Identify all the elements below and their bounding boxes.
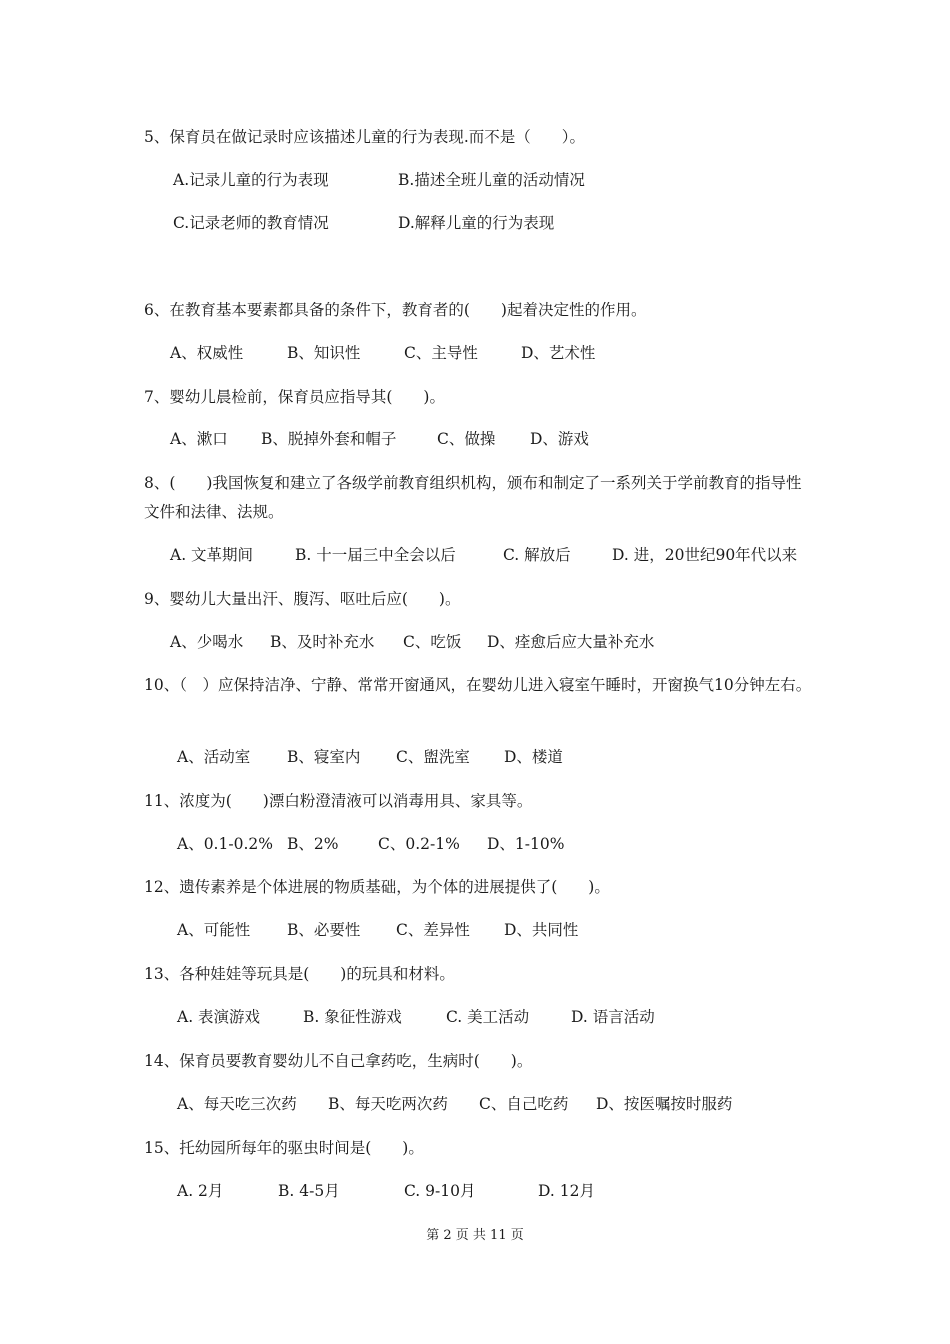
- question-12-option-b: B、必要性: [287, 921, 361, 939]
- question-13-option-b: B. 象征性游戏: [303, 1008, 402, 1026]
- page-number-footer: 第 2 页 共 11 页: [426, 1228, 524, 1243]
- question-9-option-d: D、痊愈后应大量补充水: [487, 633, 655, 651]
- question-12-option-a: A、可能性: [177, 921, 251, 939]
- question-7-option-c: C、做操: [437, 430, 496, 448]
- question-7-option-a: A、漱口: [170, 430, 228, 448]
- question-5-option-a: A.记录儿童的行为表现: [173, 171, 329, 189]
- question-8-stem: 8、( )我国恢复和建立了各级学前教育组织机构，颁布和制定了一系列关于学前教育的指导性文件和法律、法规。: [144, 474, 802, 521]
- question-11-option-d: D、1-10%: [487, 835, 565, 853]
- question-6-option-c: C、主导性: [404, 344, 478, 362]
- question-10-stem: 10、（ ）应保持洁净、宁静、常常开窗通风，在婴幼儿进入寝室午睡时，开窗换气10分钟左右。: [144, 676, 812, 694]
- question-13-option-c: C. 美工活动: [446, 1008, 530, 1026]
- question-5-option-d: D.解释儿童的行为表现: [398, 214, 555, 232]
- question-11-option-a: A、0.1-0.2%: [177, 835, 273, 853]
- question-15-option-a: A. 2月: [177, 1182, 224, 1200]
- question-6-option-b: B、知识性: [287, 344, 361, 362]
- question-12-stem: 12、遗传素养是个体进展的物质基础，为个体的进展提供了( )。: [144, 878, 610, 896]
- question-8-option-a: A. 文革期间: [170, 546, 254, 564]
- question-9-option-c: C、吃饭: [403, 633, 462, 651]
- question-8-option-b: B. 十一届三中全会以后: [295, 546, 456, 564]
- question-6-option-d: D、艺术性: [521, 344, 596, 362]
- question-14-option-a: A、每天吃三次药: [177, 1095, 297, 1113]
- question-12-option-d: D、共同性: [504, 921, 579, 939]
- question-14-option-c: C、自己吃药: [479, 1095, 569, 1113]
- question-9-option-a: A、少喝水: [170, 633, 244, 651]
- question-5-option-b: B.描述全班儿童的活动情况: [398, 171, 585, 189]
- question-12-option-c: C、差异性: [396, 921, 470, 939]
- question-7-option-b: B、脱掉外套和帽子: [261, 430, 397, 448]
- question-14-stem: 14、保育员要教育婴幼儿不自己拿药吃，生病时( )。: [144, 1052, 533, 1070]
- question-6-option-a: A、权威性: [170, 344, 244, 362]
- question-6-stem: 6、在教育基本要素都具备的条件下，教育者的( )起着决定性的作用。: [144, 301, 647, 319]
- question-10-option-a: A、活动室: [177, 748, 251, 766]
- question-8-option-c: C. 解放后: [503, 546, 571, 564]
- question-7-stem: 7、婴幼儿晨检前，保育员应指导其( )。: [144, 388, 445, 406]
- question-10-option-d: D、楼道: [504, 748, 563, 766]
- question-13-option-a: A. 表演游戏: [177, 1008, 261, 1026]
- question-11-option-c: C、0.2-1%: [378, 835, 460, 853]
- question-14-option-d: D、按医嘱按时服药: [596, 1095, 733, 1113]
- question-9-option-b: B、及时补充水: [270, 633, 375, 651]
- question-10-option-b: B、寝室内: [287, 748, 361, 766]
- question-9-stem: 9、婴幼儿大量出汗、腹泻、呕吐后应( )。: [144, 590, 461, 608]
- question-14-option-b: B、每天吃两次药: [328, 1095, 448, 1113]
- question-13-stem: 13、各种娃娃等玩具是( )的玩具和材料。: [144, 965, 455, 983]
- question-15-option-c: C. 9-10月: [404, 1182, 476, 1200]
- question-15-stem: 15、托幼园所每年的驱虫时间是( )。: [144, 1139, 424, 1157]
- question-13-option-d: D. 语言活动: [571, 1008, 655, 1026]
- question-11-option-b: B、2%: [287, 835, 339, 853]
- question-10-option-c: C、盥洗室: [396, 748, 470, 766]
- question-5-option-c: C.记录老师的教育情况: [173, 214, 329, 232]
- question-5-stem: 5、保育员在做记录时应该描述儿童的行为表现.而不是（ ）。: [144, 128, 586, 146]
- question-15-option-d: D. 12月: [538, 1182, 595, 1200]
- question-8-option-d: D. 进，20世纪90年代以来: [612, 546, 798, 564]
- question-7-option-d: D、游戏: [530, 430, 589, 448]
- question-15-option-b: B. 4-5月: [278, 1182, 340, 1200]
- question-11-stem: 11、浓度为( )漂白粉澄清液可以消毒用具、家具等。: [144, 792, 533, 810]
